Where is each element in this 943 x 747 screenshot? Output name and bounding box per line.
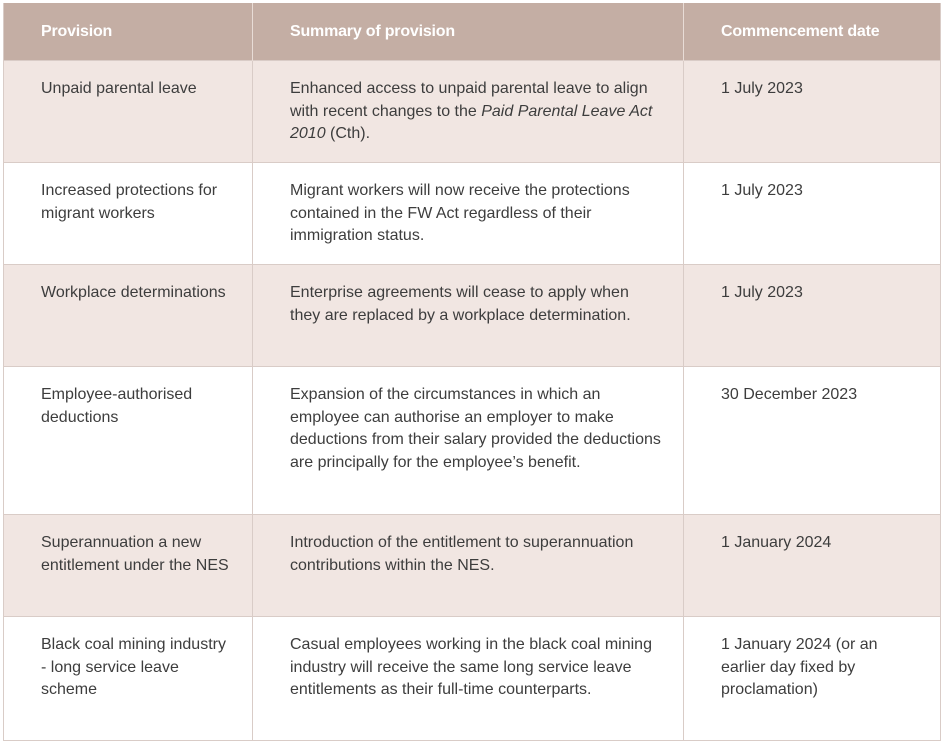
summary-cell: Expansion of the circumstances in which an employee can authorise an employer to make deductions from their salary provided the deductions are principally for the employee’s benefit.	[253, 367, 684, 515]
summary-act-title: Paid Parental Leave Act 2010	[290, 102, 653, 142]
summary-cell: Introduction of the entitlement to superannuation contributions within the NES.	[253, 515, 684, 617]
provision-cell: Black coal mining industry - long service leave scheme	[4, 617, 253, 741]
provision-cell: Superannuation a new entitlement under the NES	[4, 515, 253, 617]
provision-cell: Workplace determinations	[4, 265, 253, 367]
provision-cell: Unpaid parental leave	[4, 61, 253, 163]
summary-cell: Migrant workers will now receive the protections contained in the FW Act regardless of their immigration status.	[253, 163, 684, 265]
summary-cell	[253, 61, 684, 163]
date-cell: 1 July 2023	[684, 265, 941, 367]
table-row	[4, 515, 941, 617]
date-cell: 1 January 2024 (or an earlier day fixed by proclamation)	[684, 617, 941, 741]
header-commencement-date: Commencement date	[684, 3, 941, 61]
table-row	[4, 265, 941, 367]
date-cell: 1 January 2024	[684, 515, 941, 617]
date-cell: 1 July 2023	[684, 163, 941, 265]
table-row	[4, 61, 941, 163]
date-cell: 1 July 2023	[684, 61, 941, 163]
summary-text: Enhanced access to unpaid parental leave to align with recent changes to the	[290, 80, 648, 120]
table-row	[4, 617, 941, 741]
header-provision: Provision	[4, 3, 253, 61]
provision-cell: Increased protections for migrant workers	[4, 163, 253, 265]
summary-cell: Casual employees working in the black coal mining industry will receive the same long service leave entitlements as their full-time counterparts.	[253, 617, 684, 741]
header-summary: Summary of provision	[253, 3, 684, 61]
table-row	[4, 163, 941, 265]
date-cell: 30 December 2023	[684, 367, 941, 515]
provisions-table	[3, 3, 941, 741]
summary-text-end: (Cth).	[325, 125, 371, 142]
provision-cell: Employee-authorised deductions	[4, 367, 253, 515]
header-row	[4, 3, 941, 61]
summary-cell: Enterprise agreements will cease to apply when they are replaced by a workplace determination.	[253, 265, 684, 367]
table-row	[4, 367, 941, 515]
